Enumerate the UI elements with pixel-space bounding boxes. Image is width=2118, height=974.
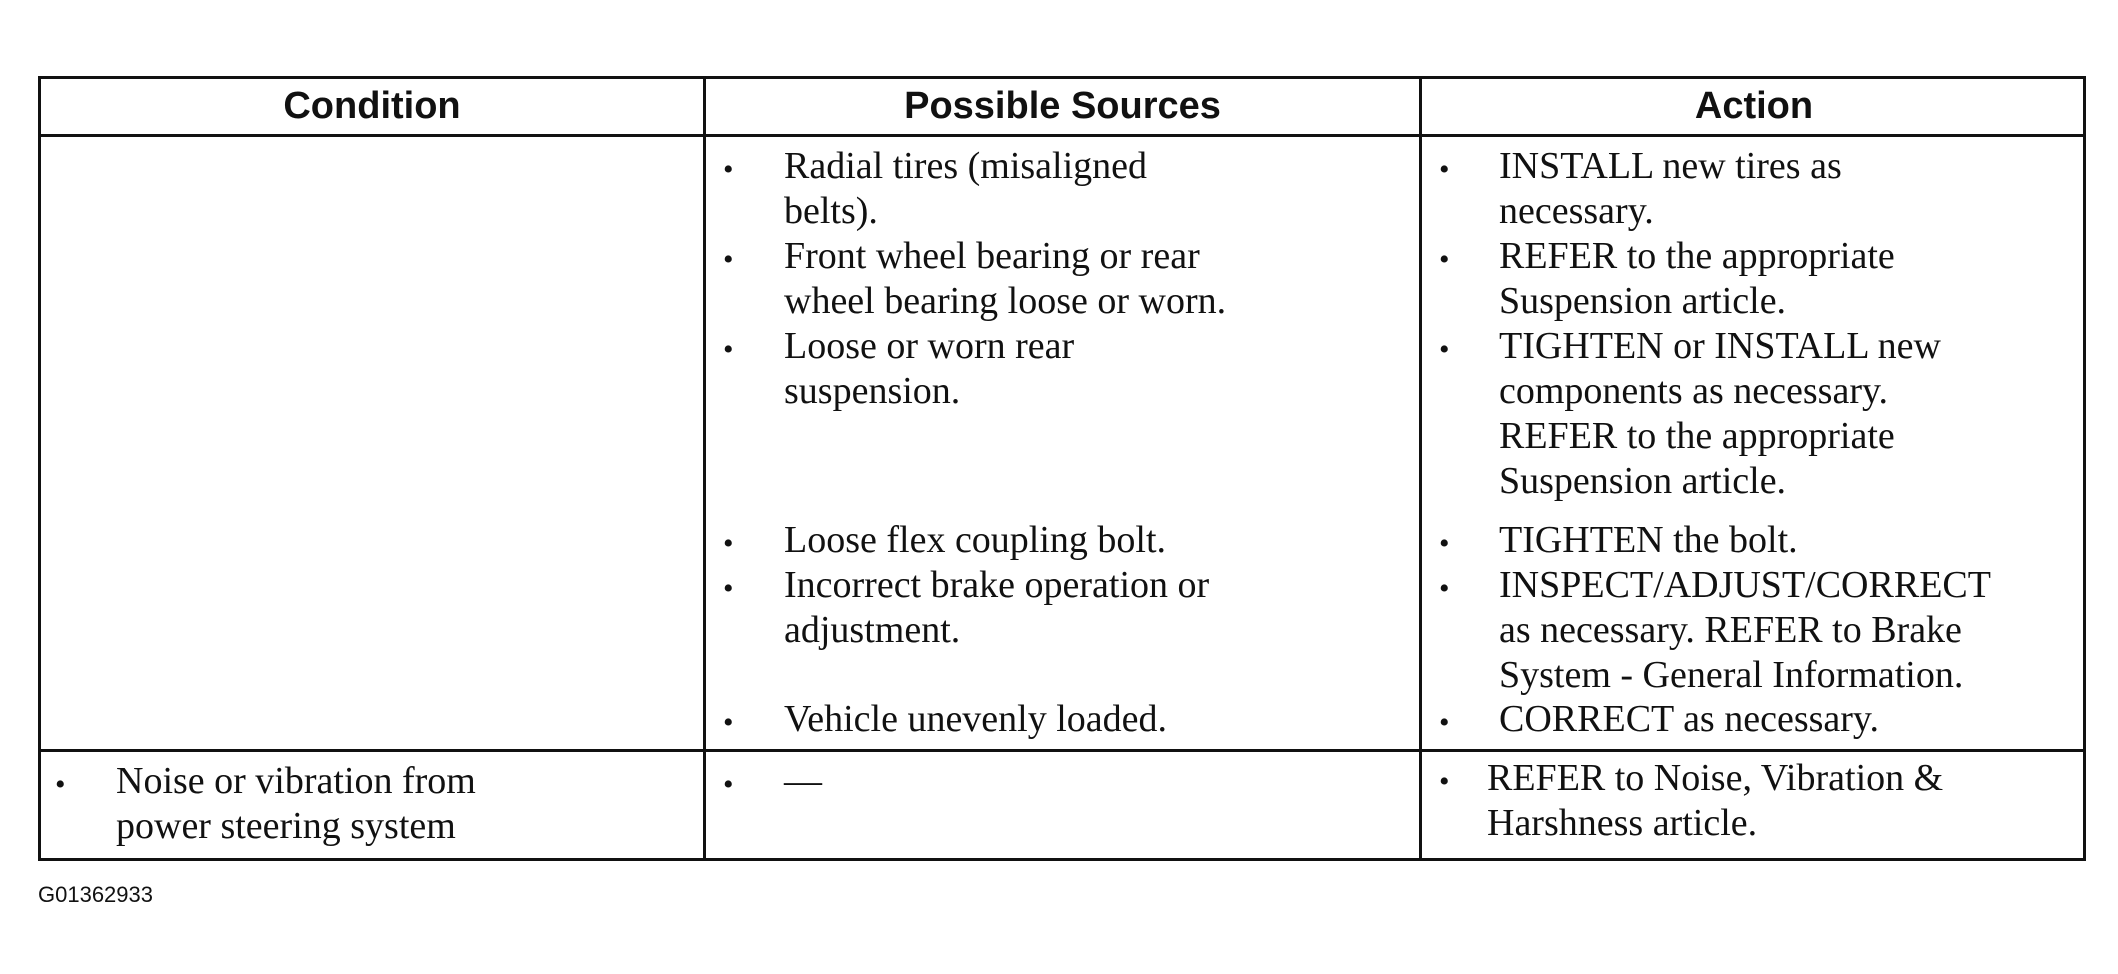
header-possible-sources: Possible Sources <box>904 85 1221 127</box>
source-item <box>784 324 1074 414</box>
source-item <box>784 563 1209 653</box>
action-text: Suspension article. <box>1499 460 1787 502</box>
action-text: CORRECT as necessary. <box>1499 698 1879 740</box>
source-text: suspension. <box>784 370 961 412</box>
source-text: Incorrect brake operation or <box>784 564 1210 606</box>
column-divider <box>1419 79 1422 858</box>
troubleshooting-table <box>38 76 2086 861</box>
bullet-icon: • <box>723 768 734 801</box>
bullet-icon: • <box>1439 333 1450 366</box>
row-divider <box>41 749 2083 752</box>
header-action: Action <box>1694 85 1814 127</box>
action-text: REFER to the appropriate <box>1499 415 1895 457</box>
bullet-icon: • <box>723 243 734 276</box>
source-text: Radial tires (misaligned <box>784 145 1148 187</box>
bullet-icon: • <box>723 153 734 186</box>
action-item <box>1499 563 1991 698</box>
action-text: TIGHTEN or INSTALL new <box>1499 325 1941 367</box>
bullet-icon: • <box>723 706 734 739</box>
action-item <box>1499 518 1798 563</box>
bullet-icon: • <box>1439 572 1450 605</box>
action-text: TIGHTEN the bolt. <box>1499 519 1798 561</box>
source-text: belts). <box>784 190 878 232</box>
bullet-icon: • <box>1439 706 1450 739</box>
action-text: INSPECT/ADJUST/CORRECT <box>1499 564 1991 606</box>
source-text: Front wheel bearing or rear <box>784 235 1200 277</box>
action-text: REFER to the appropriate <box>1499 235 1895 277</box>
bullet-icon: • <box>723 333 734 366</box>
column-divider <box>703 79 706 858</box>
bullet-icon: • <box>1439 153 1450 186</box>
source-text: Loose or worn rear <box>784 325 1075 367</box>
bullet-icon: • <box>723 527 734 560</box>
figure-code: G01362933 <box>38 882 153 907</box>
source-item <box>784 697 1167 742</box>
bullet-icon: • <box>55 768 66 801</box>
action-text: REFER to Noise, Vibration & <box>1487 757 1944 799</box>
action-text: components as necessary. <box>1499 370 1889 412</box>
action-item <box>1499 697 1879 742</box>
condition-text: Noise or vibration from <box>116 760 476 802</box>
action-item <box>1487 756 1943 846</box>
bullet-icon: • <box>1439 527 1450 560</box>
source-item <box>784 144 1147 234</box>
source-item <box>784 518 1166 563</box>
source-item <box>784 234 1226 324</box>
condition-item <box>116 759 476 849</box>
source-text: Loose flex coupling bolt. <box>784 519 1167 561</box>
action-text: Suspension article. <box>1499 280 1787 322</box>
action-text: as necessary. REFER to Brake <box>1499 609 1962 651</box>
header-condition: Condition <box>283 85 461 127</box>
bullet-icon: • <box>1439 243 1450 276</box>
bullet-icon: • <box>1439 765 1450 798</box>
action-item <box>1499 324 1941 504</box>
source-text: adjustment. <box>784 609 961 651</box>
source-text: wheel bearing loose or worn. <box>784 280 1227 322</box>
source-text: Vehicle unevenly loaded. <box>784 698 1168 740</box>
action-item <box>1499 144 1842 234</box>
action-text: System - General Information. <box>1499 654 1964 696</box>
action-text: Harshness article. <box>1487 802 1758 844</box>
source-item <box>784 759 822 804</box>
action-text: INSTALL new tires as <box>1499 145 1842 187</box>
source-text: — <box>784 760 822 802</box>
action-item <box>1499 234 1895 324</box>
action-text: necessary. <box>1499 190 1654 232</box>
condition-text: power steering system <box>116 805 456 847</box>
bullet-icon: • <box>723 572 734 605</box>
header-divider <box>41 134 2083 137</box>
